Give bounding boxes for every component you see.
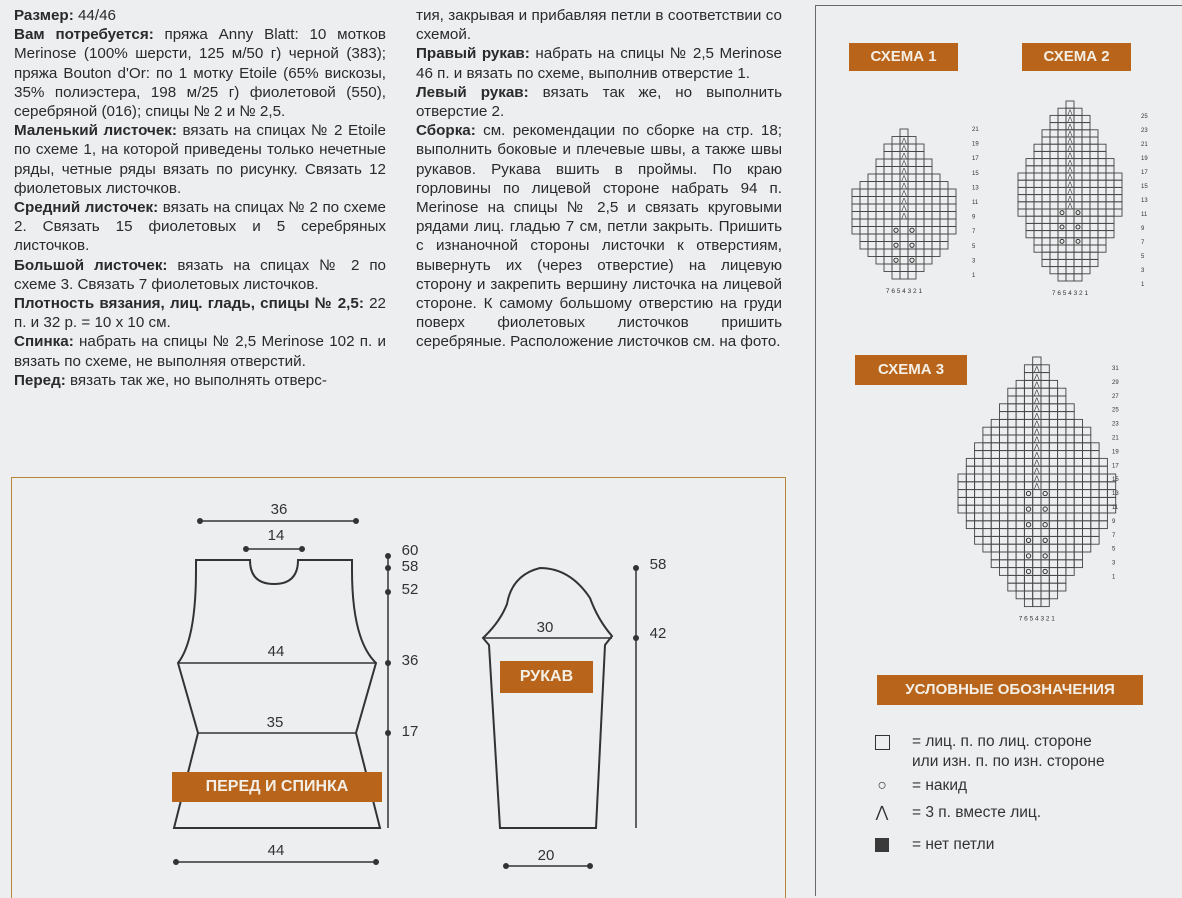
row-number: 15	[972, 170, 979, 177]
row-number: 7	[1112, 532, 1116, 539]
row-number: 25	[1112, 407, 1119, 414]
caret-symbol: ⋀	[1034, 404, 1040, 413]
dimension-endpoint	[385, 565, 391, 571]
caret-symbol: ⋀	[901, 144, 907, 152]
caret-symbol: ⋀	[1034, 365, 1040, 374]
height-label: 36	[401, 652, 419, 669]
row-number: 11	[972, 200, 979, 206]
scheme-3-title: СХЕМА 3	[855, 355, 967, 385]
row-number: 21	[972, 127, 979, 133]
row-number: 3	[972, 258, 976, 265]
caret-symbol: ⋀	[901, 189, 907, 197]
chest-width-label: 44	[267, 643, 285, 660]
caret-symbol: ⋀	[901, 211, 907, 220]
sleeve-height-label: 58	[649, 556, 667, 573]
dimension-endpoint	[373, 859, 379, 865]
caret-symbol: ⋀	[1067, 152, 1073, 160]
sleeve-bottom-width-label: 20	[537, 847, 555, 864]
caret-symbol: ⋀	[1034, 396, 1040, 405]
row-number: 15	[1112, 477, 1119, 484]
row-number: 1	[1112, 574, 1116, 581]
row-number: 27	[1112, 393, 1119, 400]
paragraph-label: Средний листочек:	[14, 199, 159, 217]
caret-symbol: ⋀	[1067, 173, 1073, 181]
row-number: 31	[1112, 366, 1119, 372]
dimension-endpoint	[353, 518, 359, 524]
caret-symbol: ⋀	[901, 136, 907, 145]
row-number: 25	[1141, 114, 1148, 120]
row-number: 5	[1112, 546, 1116, 553]
paragraph-label: Сборка:	[416, 122, 476, 140]
waist-width-label: 35	[266, 714, 284, 731]
caret-symbol: ⋀	[901, 204, 907, 212]
caret-symbol: ⋀	[1034, 443, 1040, 452]
caret-symbol: ⋀	[1067, 202, 1073, 210]
paragraph-text: тия, закрывая и прибавляя петли в соответствии со схемой.	[416, 7, 782, 44]
row-number: 11	[1141, 212, 1148, 218]
caret-symbol: ⋀	[1067, 195, 1073, 203]
caret-symbol: ⋀	[1034, 388, 1040, 397]
row-number: 5	[972, 243, 976, 250]
dimension-endpoint	[385, 660, 391, 666]
dimension-endpoint	[385, 589, 391, 595]
height-label: 60	[401, 542, 419, 559]
dimension-endpoint	[633, 635, 639, 641]
row-number: 17	[972, 156, 979, 163]
row-number: 17	[1141, 170, 1148, 176]
caret-symbol: ⋀	[1034, 427, 1040, 436]
caret-symbol: ⋀	[1034, 372, 1040, 381]
paragraph-text: см. рекомендации по сборке на стр. 18; выполнить боковые и плечевые швы, а также швы рукавов. Рукава вшить в проймы. По краю горловины по лицевой стороне набрать 94 п. Merinose на спицы № 2,5 и связать круговыми рядами лиц. гладью 7 см, петли закрыть. Пришить с изнаночной стороны листочки к отверстиям, вывернуть их (через отверстие) на лицевую сторону и закрепить вершину листочка на лицевой стороне. К самому большому отверстию на груди поверх фиолетовых листочков пришить серебряные. Расположение листочков см. на фото.	[416, 122, 782, 351]
row-number: 13	[1112, 491, 1119, 498]
width-top-label: 36	[270, 501, 288, 518]
caret-symbol: ⋀	[1067, 166, 1073, 174]
neck-width-label: 14	[267, 527, 285, 544]
caret-symbol: ⋀	[1067, 123, 1073, 131]
circle-icon: ○	[877, 777, 887, 794]
sleeve-cap-width-label: 30	[536, 619, 554, 636]
paragraph-label: Правый рукав:	[416, 45, 530, 63]
legend-text: = нет петли	[912, 836, 995, 853]
caret-symbol: ⋀	[1034, 435, 1040, 444]
dimension-endpoint	[243, 546, 249, 552]
row-number: 11	[1112, 505, 1119, 511]
row-number: 23	[1141, 128, 1148, 134]
sleeve-height-label: 42	[649, 625, 667, 642]
row-number: 5	[1141, 254, 1145, 260]
row-number: 15	[1141, 184, 1148, 190]
caret-symbol: ⋀	[1067, 159, 1073, 167]
row-number: 7	[972, 229, 976, 236]
row-number: 29	[1112, 379, 1119, 386]
row-number: 19	[972, 141, 979, 148]
paragraph-text: вязать на спицах № 2 по схеме 3. Связать 7 фиолетовых листочков.	[14, 256, 387, 293]
paragraph-label: Вам потребуется:	[14, 26, 154, 44]
dimension-endpoint	[633, 565, 639, 571]
paragraph-text: набрать на спицы № 2,5 Merinose 46 п. и вязать по схеме, выполнив отверстие 1.	[416, 45, 782, 82]
caret-symbol: ⋀	[901, 174, 907, 182]
paragraph-label: Перед:	[14, 371, 66, 389]
column-numbers: 7 6 5 4 3 2 1	[885, 288, 923, 295]
caret-symbol: ⋀	[901, 151, 907, 160]
row-number: 13	[972, 185, 979, 192]
legend-text: = накид	[912, 777, 968, 794]
paragraph-label: Спинка:	[14, 333, 74, 351]
height-label: 17	[401, 723, 419, 740]
caret-symbol: ⋀	[1067, 188, 1073, 196]
caret-symbol: ⋀	[1034, 450, 1040, 459]
row-number: 9	[1112, 518, 1116, 525]
paragraph-text: вязать на спицах № 2 Etoile по схеме 1, на которой приведены только нечетные ряды, четные ряды вязать по рисунку. Связать 12 фиолетовых листочков.	[14, 122, 386, 197]
row-number: 21	[1141, 142, 1148, 148]
paragraph-text: вязать так же, но выполнить отверстие 2.	[416, 83, 782, 121]
row-number: 9	[972, 214, 976, 221]
caret-symbol: ⋀	[901, 159, 907, 167]
caret-symbol: ⋀	[1067, 180, 1073, 188]
caret-symbol: ⋀	[1034, 411, 1040, 420]
legend-text: или изн. п. по изн. стороне	[912, 753, 1105, 770]
row-number: 1	[972, 273, 976, 279]
height-label: 58	[401, 558, 419, 575]
dimension-endpoint	[385, 553, 391, 559]
paragraph-label: Маленький листочек:	[14, 122, 177, 140]
sleeve-label: РУКАВ	[500, 661, 593, 693]
row-number: 19	[1112, 449, 1119, 456]
scheme-1-title: СХЕМА 1	[849, 43, 958, 71]
row-number: 13	[1141, 198, 1148, 204]
paragraph-text: набрать на спицы № 2,5 Merinose 102 п. и вязать по схеме, не выполняя отверстий.	[14, 333, 386, 370]
paragraph-text: 44/46	[73, 7, 116, 24]
caret-icon: ⋀	[875, 804, 889, 821]
paragraph-label: Размер:	[14, 7, 74, 24]
row-number: 7	[1141, 240, 1145, 246]
paragraph-text: вязать на спицах № 2 по схеме 2. Связать 15 фиолетовых и 5 серебряных листочков.	[14, 199, 386, 255]
dimension-endpoint	[503, 863, 509, 869]
legend-text: = 3 п. вместе лиц.	[912, 804, 1042, 821]
row-number: 9	[1141, 226, 1145, 232]
scheme-2-title: СХЕМА 2	[1022, 43, 1131, 71]
row-number: 23	[1112, 421, 1119, 428]
row-number: 19	[1141, 156, 1148, 162]
caret-symbol: ⋀	[1067, 144, 1073, 152]
paragraph-label: Большой листочек:	[14, 256, 168, 274]
caret-symbol: ⋀	[901, 166, 907, 175]
column-numbers: 7 6 5 4 3 2 1	[1051, 290, 1089, 297]
sleeve-outline	[483, 568, 612, 828]
dimension-endpoint	[385, 730, 391, 736]
front-back-label: ПЕРЕД И СПИНКА	[172, 772, 382, 802]
caret-symbol: ⋀	[1034, 474, 1040, 483]
paragraph-label: Левый рукав:	[416, 83, 529, 101]
caret-symbol: ⋀	[1034, 419, 1040, 428]
dimension-endpoint	[173, 859, 179, 865]
paragraph-text: пряжа Anny Blatt: 10 мотков Merinose (100% шерсти, 125 м/50 г) черной (383); пряжа Bouton d'Or: по 1 мотку Etoile (65% вискозы, 35% полиэстера, 198 м/25 г) фиолетовой (550), серебряной (016); спицы № 2 и № 2,5.	[14, 26, 386, 121]
caret-symbol: ⋀	[1034, 482, 1040, 491]
paragraph-text: 22 п. и 32 р. = 10 х 10 см.	[14, 295, 387, 332]
row-number: 21	[1112, 435, 1119, 442]
caret-symbol: ⋀	[901, 181, 907, 190]
paragraph-label: Плотность вязания, лиц. гладь, спицы № 2,5:	[14, 295, 364, 313]
dimension-endpoint	[197, 518, 203, 524]
caret-symbol: ⋀	[1034, 380, 1040, 389]
caret-symbol: ⋀	[1067, 137, 1073, 145]
legend-title: УСЛОВНЫЕ ОБОЗНАЧЕНИЯ	[877, 675, 1143, 705]
caret-symbol: ⋀	[901, 196, 907, 205]
caret-symbol: ⋀	[1067, 108, 1073, 116]
caret-symbol: ⋀	[1034, 458, 1040, 467]
hem-width-label: 44	[267, 842, 285, 859]
row-number: 3	[1141, 268, 1145, 274]
paragraph-text: вязать так же, но выполнять отверс-	[65, 371, 327, 389]
row-number: 17	[1112, 463, 1119, 470]
row-number: 3	[1112, 560, 1116, 567]
caret-symbol: ⋀	[1067, 116, 1073, 124]
dimension-endpoint	[587, 863, 593, 869]
dimension-endpoint	[299, 546, 305, 552]
caret-symbol: ⋀	[1067, 130, 1073, 138]
height-label: 52	[401, 581, 419, 598]
row-number: 1	[1141, 282, 1145, 288]
column-numbers: 7 6 5 4 3 2 1	[1018, 615, 1055, 623]
legend-text: = лиц. п. по лиц. стороне	[912, 733, 1092, 750]
caret-symbol: ⋀	[1034, 466, 1040, 475]
